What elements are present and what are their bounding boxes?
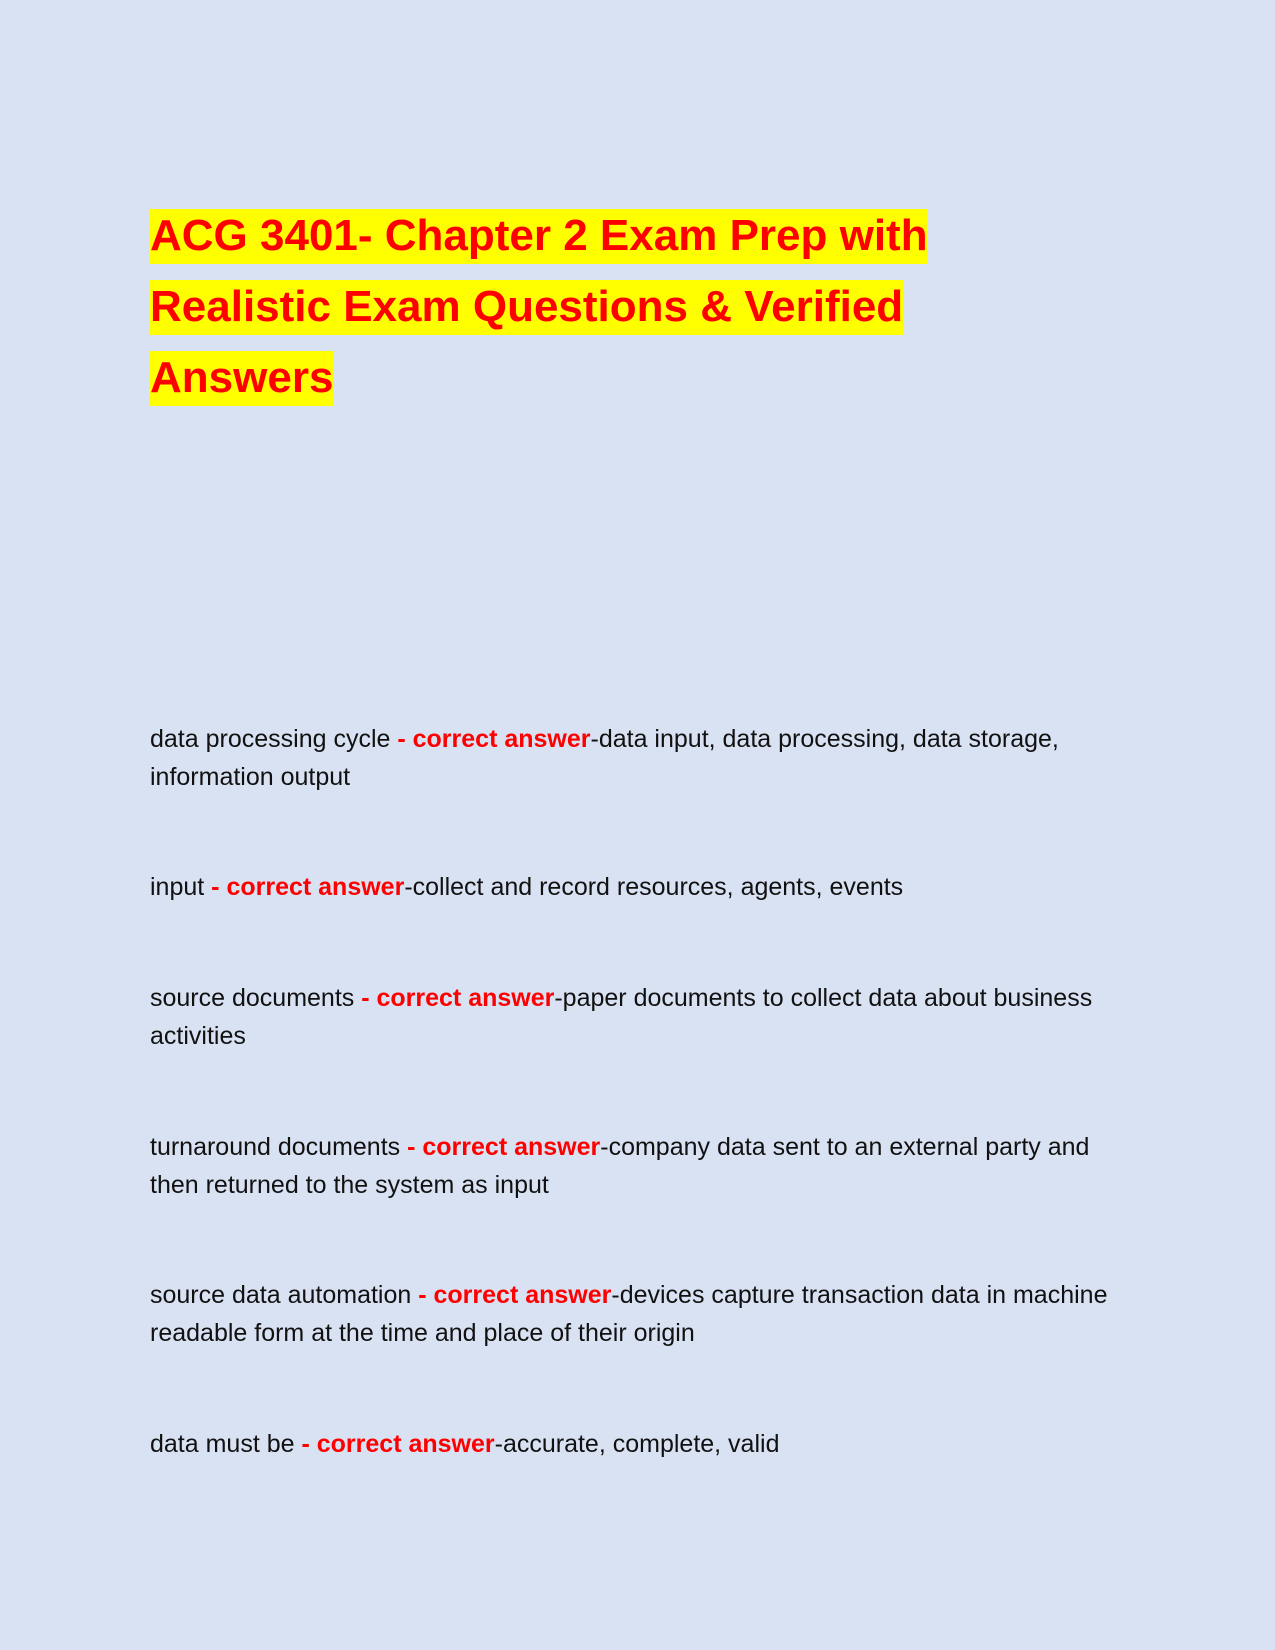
correct-answer-marker: - correct answer bbox=[361, 984, 555, 1012]
correct-answer-marker: - correct answer bbox=[211, 873, 405, 901]
qa-answer: -data input, data processing, data storage, information output bbox=[150, 725, 1059, 791]
qa-item bbox=[150, 868, 1110, 906]
qa-answer: -collect and record resources, agents, events bbox=[404, 873, 904, 901]
correct-answer-marker: - correct answer bbox=[418, 1281, 612, 1309]
qa-answer: -paper documents to collect data about business activities bbox=[150, 984, 1093, 1050]
qa-answer: -devices capture transaction data in machine readable form at the time and place of their origin bbox=[150, 1281, 1108, 1347]
qa-item bbox=[150, 1276, 1110, 1352]
qa-term: data processing cycle bbox=[150, 725, 398, 753]
qa-term: input bbox=[150, 873, 212, 901]
qa-answer: -accurate, complete, valid bbox=[494, 1430, 780, 1458]
qa-term: turnaround documents bbox=[150, 1133, 408, 1161]
qa-item bbox=[150, 1128, 1110, 1204]
qa-term: data must be bbox=[150, 1430, 302, 1458]
qa-item bbox=[150, 979, 1110, 1055]
qa-item bbox=[150, 1425, 1110, 1463]
correct-answer-marker: - correct answer bbox=[397, 725, 591, 753]
document-title bbox=[150, 200, 1050, 413]
qa-answer: -company data sent to an external party and then returned to the system as input bbox=[150, 1133, 1090, 1199]
qa-item bbox=[150, 720, 1110, 796]
title-highlight: ACG 3401- Chapter 2 Exam Prep with Realistic Exam Questions & Verified Answers bbox=[150, 209, 928, 406]
qa-term: source documents bbox=[150, 984, 362, 1012]
correct-answer-marker: - correct answer bbox=[407, 1133, 601, 1161]
correct-answer-marker: - correct answer bbox=[301, 1430, 495, 1458]
qa-term: source data automation bbox=[150, 1281, 419, 1309]
